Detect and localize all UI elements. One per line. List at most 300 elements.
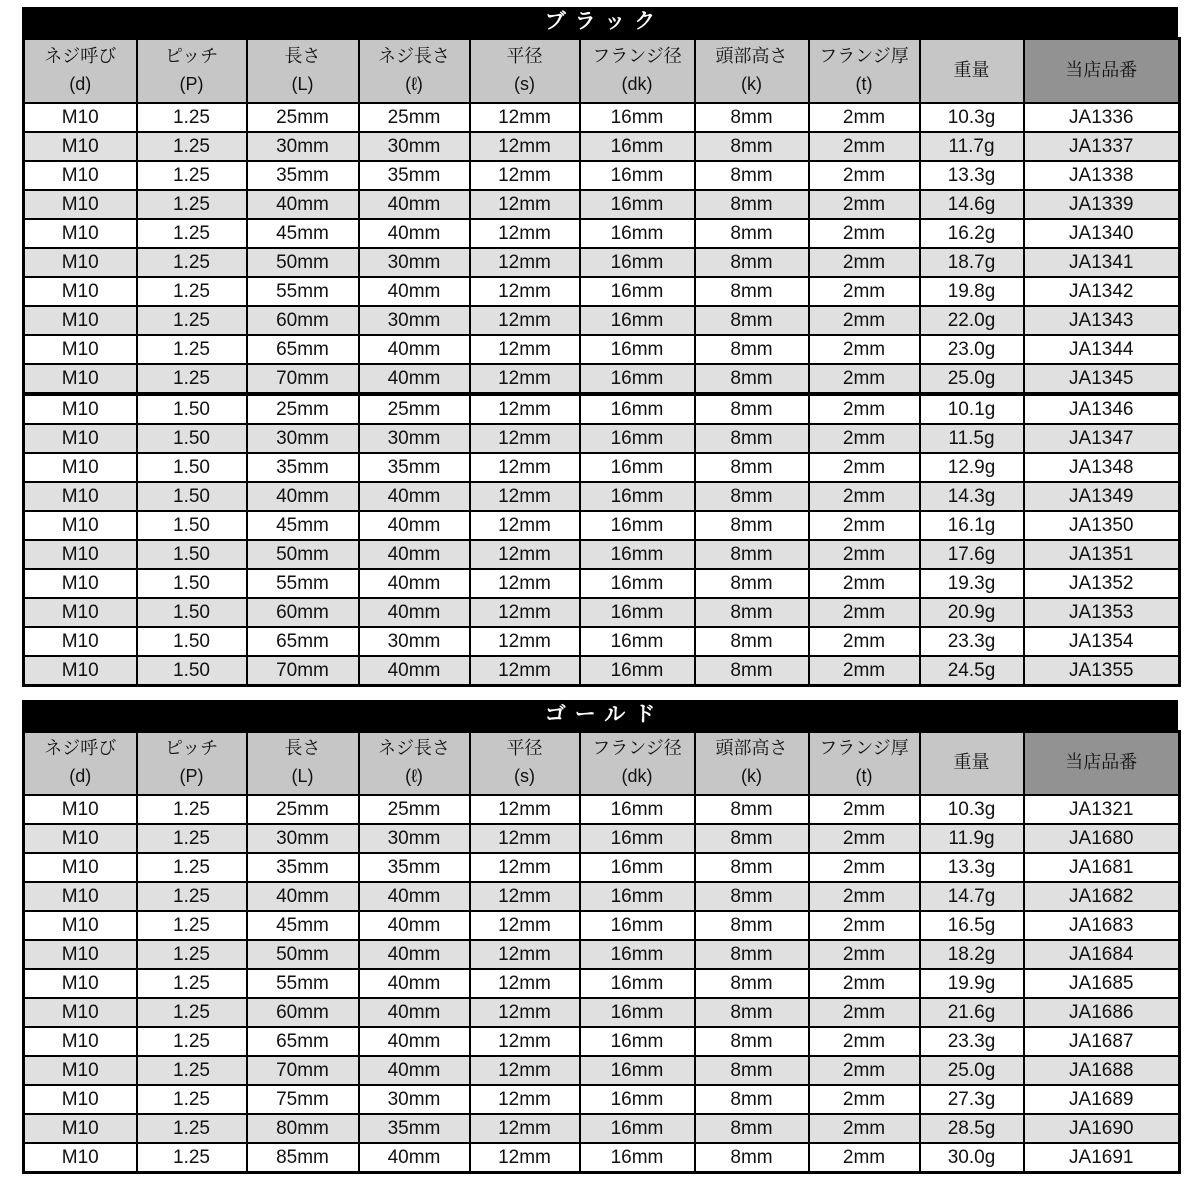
table-cell: 40mm: [359, 656, 470, 686]
table-cell: 40mm: [359, 482, 470, 511]
table-cell: 35mm: [359, 853, 470, 882]
table-cell: 1.25: [137, 219, 247, 248]
column-header: ネジ長さ (ℓ): [359, 39, 470, 103]
table-cell: JA1349: [1024, 482, 1180, 511]
table-row: [24, 1056, 1180, 1085]
table-cell: 40mm: [247, 482, 359, 511]
table-cell: M10: [24, 795, 137, 824]
table-cell: 2mm: [809, 569, 920, 598]
table-cell: 16mm: [580, 969, 695, 998]
table-cell: 12mm: [470, 1114, 580, 1143]
table-cell: 1.25: [137, 1027, 247, 1056]
table-cell: M10: [24, 1056, 137, 1085]
table-cell: 35mm: [359, 161, 470, 190]
table-cell: 8mm: [695, 335, 809, 364]
table-cell: 16mm: [580, 853, 695, 882]
table-cell: 16mm: [580, 511, 695, 540]
table-cell: JA1682: [1024, 882, 1180, 911]
table-cell: 8mm: [695, 853, 809, 882]
table-cell: 22.0g: [920, 306, 1024, 335]
table-cell: 25.0g: [920, 1056, 1024, 1085]
table-cell: 16.5g: [920, 911, 1024, 940]
table-cell: 12mm: [470, 795, 580, 824]
table-cell: 8mm: [695, 569, 809, 598]
table-cell: 8mm: [695, 1027, 809, 1056]
table-cell: M10: [24, 882, 137, 911]
table-cell: 2mm: [809, 103, 920, 132]
column-header: ネジ呼び (d): [24, 731, 137, 795]
table-cell: 8mm: [695, 969, 809, 998]
table-cell: 2mm: [809, 482, 920, 511]
table-cell: 12mm: [470, 161, 580, 190]
table-row: [24, 569, 1180, 598]
table-cell: M10: [24, 511, 137, 540]
table-cell: 2mm: [809, 795, 920, 824]
table-row: [24, 940, 1180, 969]
table-cell: JA1350: [1024, 511, 1180, 540]
table-cell: 40mm: [359, 1027, 470, 1056]
table-cell: 12mm: [470, 103, 580, 132]
table-cell: 1.25: [137, 1143, 247, 1173]
table-cell: 16mm: [580, 335, 695, 364]
table-cell: 16mm: [580, 453, 695, 482]
table-cell: M10: [24, 306, 137, 335]
table-cell: 1.50: [137, 394, 247, 424]
table-cell: 40mm: [359, 335, 470, 364]
table-cell: 16mm: [580, 219, 695, 248]
table-cell: 2mm: [809, 882, 920, 911]
column-header: ネジ長さ (ℓ): [359, 731, 470, 795]
table-cell: 12mm: [470, 424, 580, 453]
table-cell: JA1346: [1024, 394, 1180, 424]
table-cell: 16mm: [580, 277, 695, 306]
table-header: [24, 731, 1180, 795]
table-cell: M10: [24, 1114, 137, 1143]
column-header: 長さ (L): [247, 39, 359, 103]
table-row: [24, 248, 1180, 277]
table-cell: 25mm: [247, 103, 359, 132]
column-header: 重量: [920, 731, 1024, 795]
table-cell: 12mm: [470, 277, 580, 306]
column-header: フランジ厚 (t): [809, 39, 920, 103]
table-cell: 1.50: [137, 424, 247, 453]
table-header: [24, 39, 1180, 103]
table-cell: 35mm: [247, 161, 359, 190]
table-cell: 8mm: [695, 511, 809, 540]
column-header: 重量: [920, 39, 1024, 103]
table-cell: 16mm: [580, 940, 695, 969]
table-cell: 1.25: [137, 969, 247, 998]
table-cell: 12mm: [470, 132, 580, 161]
table-cell: 30mm: [359, 1085, 470, 1114]
table-cell: 1.50: [137, 627, 247, 656]
table-cell: 8mm: [695, 1056, 809, 1085]
table-cell: 16mm: [580, 1143, 695, 1173]
table-row: [24, 1085, 1180, 1114]
table-cell: 70mm: [247, 656, 359, 686]
table-cell: 1.25: [137, 132, 247, 161]
column-header: 頭部高さ (k): [695, 731, 809, 795]
table-cell: 8mm: [695, 219, 809, 248]
table-cell: 18.7g: [920, 248, 1024, 277]
column-header: 当店品番: [1024, 731, 1180, 795]
table-cell: 12mm: [470, 569, 580, 598]
table-cell: 8mm: [695, 453, 809, 482]
table-cell: 2mm: [809, 911, 920, 940]
table-cell: 8mm: [695, 1114, 809, 1143]
table-cell: JA1343: [1024, 306, 1180, 335]
table-cell: 35mm: [247, 453, 359, 482]
table-cell: 70mm: [247, 1056, 359, 1085]
table-cell: 55mm: [247, 569, 359, 598]
table-cell: 2mm: [809, 1027, 920, 1056]
table-cell: 1.25: [137, 364, 247, 394]
table-cell: 8mm: [695, 248, 809, 277]
table-row: [24, 911, 1180, 940]
table-cell: 16mm: [580, 161, 695, 190]
spec-table-black: [22, 37, 1181, 687]
table-cell: 27.3g: [920, 1085, 1024, 1114]
table-cell: M10: [24, 482, 137, 511]
table-cell: JA1690: [1024, 1114, 1180, 1143]
table-cell: 16mm: [580, 248, 695, 277]
table-cell: 25mm: [359, 795, 470, 824]
table-cell: 12mm: [470, 853, 580, 882]
table-cell: 12mm: [470, 482, 580, 511]
table-cell: 40mm: [359, 1143, 470, 1173]
table-cell: 1.50: [137, 482, 247, 511]
table-row: [24, 627, 1180, 656]
table-cell: 12mm: [470, 219, 580, 248]
table-cell: 1.25: [137, 190, 247, 219]
table-row: [24, 190, 1180, 219]
table-cell: 14.3g: [920, 482, 1024, 511]
table-cell: JA1347: [1024, 424, 1180, 453]
table-cell: 60mm: [247, 306, 359, 335]
table-cell: JA1691: [1024, 1143, 1180, 1173]
table-cell: JA1355: [1024, 656, 1180, 686]
table-cell: M10: [24, 824, 137, 853]
table-cell: JA1341: [1024, 248, 1180, 277]
table-cell: 2mm: [809, 424, 920, 453]
table-cell: 12mm: [470, 998, 580, 1027]
table-cell: 12mm: [470, 335, 580, 364]
table-row: [24, 161, 1180, 190]
table-cell: 40mm: [359, 598, 470, 627]
table-cell: 30mm: [247, 824, 359, 853]
table-row: [24, 853, 1180, 882]
table-cell: 16mm: [580, 795, 695, 824]
table-cell: 8mm: [695, 882, 809, 911]
table-cell: M10: [24, 1027, 137, 1056]
table-cell: 13.3g: [920, 161, 1024, 190]
table-cell: JA1351: [1024, 540, 1180, 569]
table-cell: 1.50: [137, 511, 247, 540]
table-row: [24, 219, 1180, 248]
table-cell: 40mm: [359, 511, 470, 540]
table-cell: 50mm: [247, 248, 359, 277]
table-cell: 12mm: [470, 969, 580, 998]
table-cell: 12mm: [470, 1027, 580, 1056]
table-cell: 12mm: [470, 511, 580, 540]
table-cell: 70mm: [247, 364, 359, 394]
table-cell: 2mm: [809, 511, 920, 540]
table-cell: 8mm: [695, 998, 809, 1027]
table-cell: 1.50: [137, 540, 247, 569]
table-cell: 8mm: [695, 598, 809, 627]
table-cell: 10.3g: [920, 795, 1024, 824]
header-row: [24, 39, 1180, 103]
table-cell: JA1686: [1024, 998, 1180, 1027]
table-cell: JA1344: [1024, 335, 1180, 364]
table-cell: M10: [24, 364, 137, 394]
table-cell: 40mm: [359, 969, 470, 998]
table-cell: 16mm: [580, 998, 695, 1027]
table-cell: 12mm: [470, 911, 580, 940]
table-cell: 8mm: [695, 540, 809, 569]
table-cell: M10: [24, 424, 137, 453]
table-cell: 8mm: [695, 103, 809, 132]
table-row: [24, 1027, 1180, 1056]
table-cell: 30mm: [359, 248, 470, 277]
table-cell: JA1342: [1024, 277, 1180, 306]
table-cell: 85mm: [247, 1143, 359, 1173]
table-cell: 12mm: [470, 540, 580, 569]
table-cell: 1.25: [137, 161, 247, 190]
table-cell: 2mm: [809, 656, 920, 686]
table-cell: 16mm: [580, 306, 695, 335]
table-cell: 2mm: [809, 248, 920, 277]
table-row: [24, 394, 1180, 424]
table-cell: JA1338: [1024, 161, 1180, 190]
table-cell: 2mm: [809, 190, 920, 219]
table-cell: 18.2g: [920, 940, 1024, 969]
table-cell: 1.25: [137, 795, 247, 824]
table-cell: JA1321: [1024, 795, 1180, 824]
table-cell: 16.1g: [920, 511, 1024, 540]
table-cell: 2mm: [809, 306, 920, 335]
table-cell: 8mm: [695, 1085, 809, 1114]
table-cell: 12mm: [470, 627, 580, 656]
table-cell: 65mm: [247, 1027, 359, 1056]
column-header: ピッチ (P): [137, 39, 247, 103]
table-cell: 1.25: [137, 824, 247, 853]
table-cell: 8mm: [695, 364, 809, 394]
table-cell: 25mm: [359, 103, 470, 132]
header-row: [24, 731, 1180, 795]
table-cell: 16mm: [580, 103, 695, 132]
table-row: [24, 306, 1180, 335]
table-cell: 12.9g: [920, 453, 1024, 482]
table-row: [24, 364, 1180, 394]
table-cell: 8mm: [695, 940, 809, 969]
table-cell: 16mm: [580, 882, 695, 911]
table-cell: M10: [24, 219, 137, 248]
table-cell: JA1354: [1024, 627, 1180, 656]
table-cell: M10: [24, 1085, 137, 1114]
table-cell: 1.25: [137, 103, 247, 132]
table-cell: 1.25: [137, 306, 247, 335]
table-title: ゴールド: [22, 700, 1178, 730]
column-header: ピッチ (P): [137, 731, 247, 795]
table-cell: 2mm: [809, 627, 920, 656]
table-cell: 80mm: [247, 1114, 359, 1143]
table-cell: M10: [24, 853, 137, 882]
table-cell: 2mm: [809, 1143, 920, 1173]
table-cell: 75mm: [247, 1085, 359, 1114]
table-cell: 2mm: [809, 132, 920, 161]
table-row: [24, 598, 1180, 627]
table-cell: JA1336: [1024, 103, 1180, 132]
table-row: [24, 824, 1180, 853]
table-cell: 12mm: [470, 1085, 580, 1114]
table-cell: 2mm: [809, 598, 920, 627]
table-cell: 30mm: [359, 627, 470, 656]
table-body: [24, 795, 1180, 1173]
table-title: ブラック: [22, 7, 1178, 37]
table-cell: 45mm: [247, 911, 359, 940]
table-cell: 28.5g: [920, 1114, 1024, 1143]
table-cell: 2mm: [809, 969, 920, 998]
table-cell: 25mm: [359, 394, 470, 424]
table-cell: 16mm: [580, 482, 695, 511]
table-cell: 1.25: [137, 998, 247, 1027]
table-cell: 1.25: [137, 853, 247, 882]
table-cell: M10: [24, 190, 137, 219]
table-row: [24, 1114, 1180, 1143]
table-cell: JA1684: [1024, 940, 1180, 969]
table-row: [24, 335, 1180, 364]
table-cell: M10: [24, 1143, 137, 1173]
table-cell: 1.25: [137, 1056, 247, 1085]
table-cell: M10: [24, 453, 137, 482]
table-cell: 2mm: [809, 1114, 920, 1143]
table-cell: 8mm: [695, 627, 809, 656]
table-cell: 8mm: [695, 394, 809, 424]
table-cell: JA1683: [1024, 911, 1180, 940]
table-cell: JA1345: [1024, 364, 1180, 394]
column-header: フランジ径 (dk): [580, 39, 695, 103]
table-row: [24, 132, 1180, 161]
table-cell: 1.25: [137, 911, 247, 940]
table-row: [24, 453, 1180, 482]
table-row: [24, 1143, 1180, 1173]
table-cell: 60mm: [247, 998, 359, 1027]
table-cell: 40mm: [247, 882, 359, 911]
table-cell: 12mm: [470, 1143, 580, 1173]
table-cell: 25mm: [247, 394, 359, 424]
table-cell: 12mm: [470, 306, 580, 335]
table-row: [24, 511, 1180, 540]
table-cell: 30mm: [359, 424, 470, 453]
table-cell: 2mm: [809, 394, 920, 424]
table-cell: M10: [24, 627, 137, 656]
table-cell: 8mm: [695, 306, 809, 335]
table-cell: JA1689: [1024, 1085, 1180, 1114]
table-row: [24, 882, 1180, 911]
table-cell: 16mm: [580, 190, 695, 219]
table-cell: 16mm: [580, 394, 695, 424]
table-cell: 12mm: [470, 190, 580, 219]
table-cell: 8mm: [695, 656, 809, 686]
table-cell: 2mm: [809, 161, 920, 190]
table-cell: 65mm: [247, 335, 359, 364]
table-cell: 8mm: [695, 277, 809, 306]
table-cell: 40mm: [359, 569, 470, 598]
table-cell: 12mm: [470, 394, 580, 424]
table-cell: JA1339: [1024, 190, 1180, 219]
table-cell: M10: [24, 998, 137, 1027]
table-cell: JA1337: [1024, 132, 1180, 161]
table-cell: 30mm: [247, 132, 359, 161]
column-header: ネジ呼び (d): [24, 39, 137, 103]
table-cell: 35mm: [359, 1114, 470, 1143]
table-cell: 45mm: [247, 511, 359, 540]
table-cell: 12mm: [470, 248, 580, 277]
table-cell: 8mm: [695, 161, 809, 190]
table-cell: 8mm: [695, 190, 809, 219]
table-body: [24, 103, 1180, 686]
table-cell: 40mm: [359, 882, 470, 911]
table-row: [24, 795, 1180, 824]
table-cell: 1.25: [137, 277, 247, 306]
table-cell: M10: [24, 335, 137, 364]
table-cell: 16mm: [580, 627, 695, 656]
table-cell: 8mm: [695, 1143, 809, 1173]
table-cell: 11.5g: [920, 424, 1024, 453]
table-cell: 8mm: [695, 132, 809, 161]
table-cell: 1.50: [137, 656, 247, 686]
column-header: 平径 (s): [470, 731, 580, 795]
table-cell: M10: [24, 103, 137, 132]
table-cell: 40mm: [359, 940, 470, 969]
table-cell: 1.50: [137, 569, 247, 598]
table-cell: 12mm: [470, 882, 580, 911]
table-cell: 23.3g: [920, 1027, 1024, 1056]
table-cell: 40mm: [359, 540, 470, 569]
table-cell: 12mm: [470, 598, 580, 627]
table-cell: M10: [24, 394, 137, 424]
table-cell: 12mm: [470, 824, 580, 853]
table-cell: 30.0g: [920, 1143, 1024, 1173]
table-cell: M10: [24, 969, 137, 998]
table-cell: 1.25: [137, 1114, 247, 1143]
table-cell: 30mm: [359, 132, 470, 161]
table-cell: 25.0g: [920, 364, 1024, 394]
table-cell: 16mm: [580, 656, 695, 686]
table-cell: 35mm: [359, 453, 470, 482]
table-cell: 2mm: [809, 453, 920, 482]
table-cell: 40mm: [359, 277, 470, 306]
table-cell: 14.7g: [920, 882, 1024, 911]
table-cell: 8mm: [695, 824, 809, 853]
table-cell: 2mm: [809, 540, 920, 569]
table-cell: 11.7g: [920, 132, 1024, 161]
table-cell: 50mm: [247, 940, 359, 969]
table-cell: M10: [24, 248, 137, 277]
table-cell: 16mm: [580, 569, 695, 598]
table-cell: 16mm: [580, 598, 695, 627]
table-cell: 8mm: [695, 911, 809, 940]
table-cell: 40mm: [359, 1056, 470, 1085]
table-cell: 40mm: [359, 998, 470, 1027]
table-cell: 2mm: [809, 998, 920, 1027]
table-cell: 2mm: [809, 1056, 920, 1085]
table-cell: M10: [24, 161, 137, 190]
table-cell: 1.25: [137, 940, 247, 969]
table-cell: 8mm: [695, 482, 809, 511]
table-cell: JA1353: [1024, 598, 1180, 627]
